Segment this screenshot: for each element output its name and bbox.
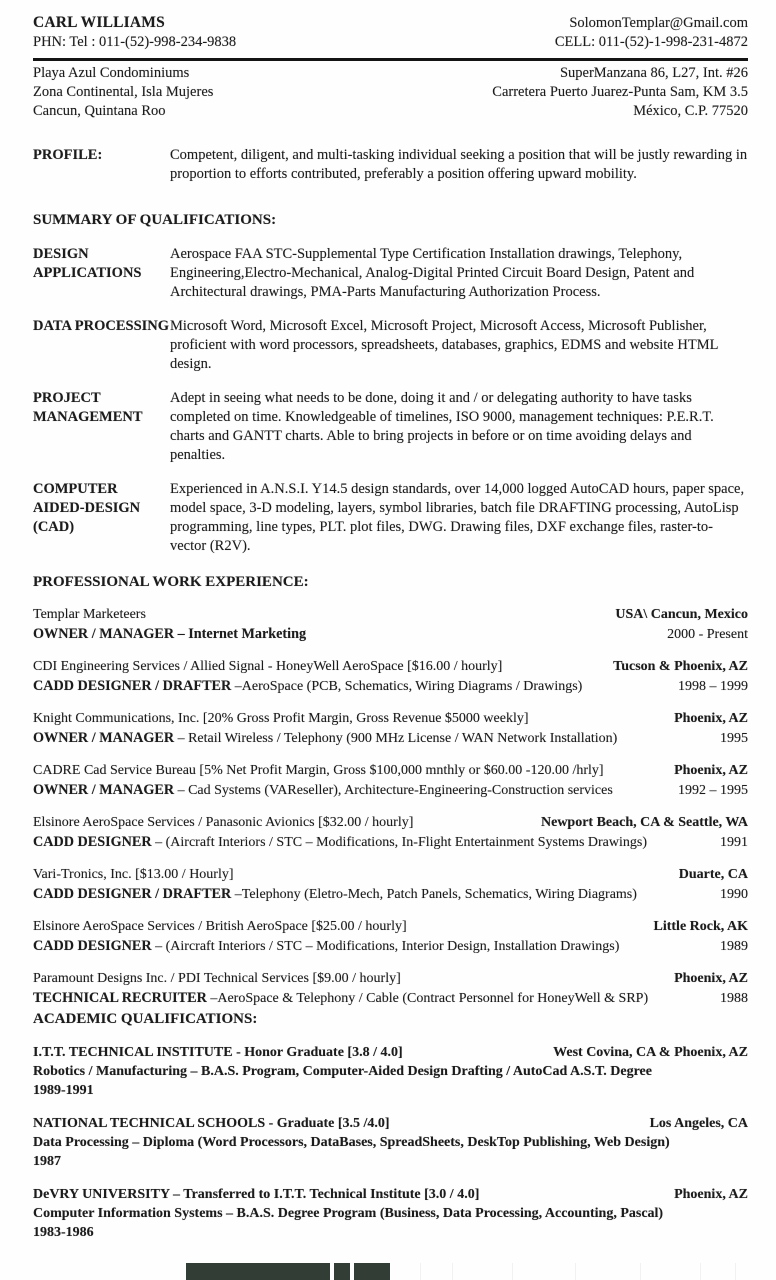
job-dates: 1995 bbox=[720, 730, 748, 746]
school-name-line: I.T.T. TECHNICAL INSTITUTE - Honor Graduate [3.8 / 4.0] bbox=[33, 1045, 403, 1060]
footer-bar bbox=[186, 1263, 390, 1280]
job-title-detail: –Telephony (Eletro-Mech, Patch Panels, Schematics, Wiring Diagrams) bbox=[231, 886, 637, 902]
job-dates: 1992 – 1995 bbox=[678, 782, 748, 798]
job-company: Paramount Designs Inc. / PDI Technical Services [$9.00 / hourly] bbox=[33, 971, 401, 986]
job-title: OWNER / MANAGER – Internet Marketing bbox=[33, 625, 307, 642]
address-row-3 bbox=[33, 102, 748, 121]
summary-item-label: DATA PROCESSING bbox=[33, 318, 170, 334]
job-title-detail: –AeroSpace & Telephony / Cable (Contract Personnel for HoneyWell & SRP) bbox=[206, 990, 649, 1006]
summary-item-label: DESIGN APPLICATIONS bbox=[33, 246, 142, 281]
job-title-detail: – Cad Systems (VAReseller), Architecture-Engineering-Construction services bbox=[174, 782, 613, 798]
school-entry bbox=[33, 1114, 748, 1171]
footer-grid-line bbox=[700, 1263, 701, 1280]
job-entry bbox=[33, 814, 748, 852]
job-company: Elsinore AeroSpace Services / British AeroSpace [$25.00 / hourly] bbox=[33, 919, 407, 934]
job-location: Newport Beach, CA & Seattle, WA bbox=[541, 815, 748, 830]
header-row-2 bbox=[33, 33, 748, 52]
summary-item-project-management bbox=[33, 389, 748, 465]
school-location: West Covina, CA & Phoenix, AZ bbox=[553, 1045, 748, 1060]
job-title: OWNER / MANAGER bbox=[33, 781, 175, 798]
footer-grid-line bbox=[452, 1263, 453, 1280]
address-row-1 bbox=[33, 64, 748, 83]
job-entry bbox=[33, 606, 748, 644]
job-location: Duarte, CA bbox=[678, 867, 748, 882]
summary-item-label: COMPUTER AIDED-DESIGN (CAD) bbox=[33, 481, 141, 535]
header-divider bbox=[33, 58, 748, 61]
profile-text: Competent, diligent, and multi-tasking individual seeking a position that will be justly rewarding in proportion to efforts contributed, preferably a position offering upward mobility. bbox=[170, 147, 748, 182]
address-left-line: Zona Continental, Isla Mujeres bbox=[33, 84, 214, 100]
school-entry bbox=[33, 1185, 748, 1242]
summary-item-text: Adept in seeing what needs to be done, doing it and / or delegating authority to have tasks completed on time. Knowledgeable of timelines, ISO 9000, management techniques: P.E.R.T. charts and GANTT charts. Able to bring projects in before or on time avoiding delays and penalties. bbox=[170, 390, 714, 463]
job-entry bbox=[33, 710, 748, 748]
summary-item-label: PROJECT MANAGEMENT bbox=[33, 390, 143, 425]
school-location: Los Angeles, CA bbox=[649, 1116, 748, 1131]
summary-item-cad bbox=[33, 480, 748, 556]
address-left-line: Cancun, Quintana Roo bbox=[33, 103, 166, 119]
summary-item-text: Experienced in A.N.S.I. Y14.5 design standards, over 14,000 logged AutoCAD hours, paper space, model space, 3-D modeling, layers, symbol libraries, batch file DRAFTING processing, AutoLisp programming, line types, PLT. plot files, DWG. Drawing files, DXF exchange files, raster-to-vector (R2V). bbox=[170, 481, 745, 554]
job-dates: 1990 bbox=[720, 886, 748, 902]
job-company: CADRE Cad Service Bureau [5% Net Profit Margin, Gross $100,000 mnthly or $60.00 -120.00 /hrly] bbox=[33, 763, 604, 778]
summary-item-data-processing bbox=[33, 317, 748, 374]
school-program: Robotics / Manufacturing – B.A.S. Program, Computer-Aided Design Drafting / AutoCad A.S.T. Degree bbox=[33, 1064, 652, 1079]
job-dates: 1991 bbox=[720, 834, 748, 850]
cell-number: CELL: 011-(52)-1-998-231-4872 bbox=[554, 34, 748, 50]
job-dates: 1988 bbox=[720, 990, 748, 1006]
footer-grid-line bbox=[735, 1263, 736, 1280]
school-entry bbox=[33, 1043, 748, 1100]
profile-section bbox=[33, 146, 748, 184]
job-title-detail: – Retail Wireless / Telephony (900 MHz License / WAN Network Installation) bbox=[174, 730, 618, 746]
address-left-line: Playa Azul Condominiums bbox=[33, 65, 190, 81]
job-title: CADD DESIGNER / DRAFTER bbox=[33, 885, 232, 902]
job-title: TECHNICAL RECRUITER bbox=[33, 989, 207, 1006]
job-dates: 1989 bbox=[720, 938, 748, 954]
footer-bar-seam bbox=[330, 1263, 334, 1280]
job-title-detail: –AeroSpace (PCB, Schematics, Wiring Diagrams / Drawings) bbox=[231, 678, 583, 694]
job-company: CDI Engineering Services / Allied Signal - HoneyWell AeroSpace [$16.00 / hourly] bbox=[33, 659, 503, 674]
job-entry bbox=[33, 866, 748, 904]
job-company: Knight Communications, Inc. [20% Gross Profit Margin, Gross Revenue $5000 weekly] bbox=[33, 711, 529, 726]
job-company: Vari-Tronics, Inc. [$13.00 / Hourly] bbox=[33, 867, 234, 882]
phone-number: PHN: Tel : 011-(52)-998-234-9838 bbox=[33, 34, 237, 50]
address-right-line: SuperManzana 86, L27, Int. #26 bbox=[559, 65, 748, 81]
job-entry bbox=[33, 762, 748, 800]
summary-item-text: Aerospace FAA STC-Supplemental Type Certification Installation drawings, Telephony, Engineering,Electro-Mechanical, Analog-Digital Printed Circuit Board Design, Patent and Architectural drawings, PMA-Parts Manufacturing Authorization Process. bbox=[170, 246, 695, 300]
job-title: CADD DESIGNER bbox=[33, 937, 152, 954]
address-right-line: México, C.P. 77520 bbox=[633, 103, 748, 119]
profile-label: PROFILE: bbox=[33, 147, 103, 163]
job-company: Elsinore AeroSpace Services / Panasonic Avionics [$32.00 / hourly] bbox=[33, 815, 414, 830]
footer-bar-seam bbox=[350, 1263, 354, 1280]
job-location: Phoenix, AZ bbox=[674, 711, 748, 726]
job-location: USA\ Cancun, Mexico bbox=[615, 607, 748, 622]
address-right-line: Carretera Puerto Juarez-Punta Sam, KM 3.5 bbox=[492, 84, 748, 100]
job-entry bbox=[33, 970, 748, 1008]
summary-item-text: Microsoft Word, Microsoft Excel, Microsoft Project, Microsoft Access, Microsoft Publisher, proficient with word processors, spreadsheets, databases, graphics, EDMS and website HTML design. bbox=[170, 318, 718, 372]
job-location: Phoenix, AZ bbox=[674, 763, 748, 778]
job-dates: 1998 – 1999 bbox=[678, 678, 748, 694]
job-location: Little Rock, AK bbox=[653, 919, 748, 934]
footer-grid-line bbox=[512, 1263, 513, 1280]
footer-grid-line bbox=[420, 1263, 421, 1280]
person-name: CARL WILLIAMS bbox=[33, 14, 165, 31]
summary-item-design bbox=[33, 245, 748, 302]
education-heading: ACADEMIC QUALIFICATIONS: bbox=[33, 1011, 258, 1027]
school-program: Data Processing – Diploma (Word Processors, DataBases, SpreadSheets, DeskTop Publishing, Web Design) bbox=[33, 1135, 670, 1150]
school-dates: 1989-1991 bbox=[33, 1083, 94, 1098]
job-title-detail: – (Aircraft Interiors / STC – Modifications, Interior Design, Installation Drawings) bbox=[151, 938, 620, 954]
school-name-line: DeVRY UNIVERSITY – Transferred to I.T.T. Technical Institute [3.0 / 4.0] bbox=[33, 1187, 480, 1202]
job-entry bbox=[33, 658, 748, 696]
footer-scan-artifacts bbox=[0, 1262, 776, 1280]
school-dates: 1987 bbox=[33, 1154, 61, 1169]
address-row-2 bbox=[33, 83, 748, 102]
job-dates: 2000 - Present bbox=[667, 626, 748, 642]
job-title-detail: – (Aircraft Interiors / STC – Modifications, In-Flight Entertainment Systems Drawings) bbox=[151, 834, 647, 850]
job-title: CADD DESIGNER / DRAFTER bbox=[33, 677, 232, 694]
school-dates: 1983-1986 bbox=[33, 1225, 94, 1240]
summary-heading: SUMMARY OF QUALIFICATIONS: bbox=[33, 212, 277, 228]
job-company: Templar Marketeers bbox=[33, 607, 146, 622]
job-entry bbox=[33, 918, 748, 956]
school-program: Computer Information Systems – B.A.S. Degree Program (Business, Data Processing, Accounting, Pascal) bbox=[33, 1206, 664, 1221]
header-row-1 bbox=[33, 13, 748, 33]
email-address: SolomonTemplar@Gmail.com bbox=[569, 15, 748, 31]
school-name-line: NATIONAL TECHNICAL SCHOOLS - Graduate [3.5 /4.0] bbox=[33, 1116, 390, 1131]
job-title: CADD DESIGNER bbox=[33, 833, 152, 850]
job-location: Tucson & Phoenix, AZ bbox=[613, 659, 748, 674]
footer-grid-line bbox=[640, 1263, 641, 1280]
job-location: Phoenix, AZ bbox=[674, 971, 748, 986]
school-location: Phoenix, AZ bbox=[674, 1187, 748, 1202]
experience-heading: PROFESSIONAL WORK EXPERIENCE: bbox=[33, 574, 309, 590]
footer-grid-line bbox=[575, 1263, 576, 1280]
job-title: OWNER / MANAGER bbox=[33, 729, 175, 746]
